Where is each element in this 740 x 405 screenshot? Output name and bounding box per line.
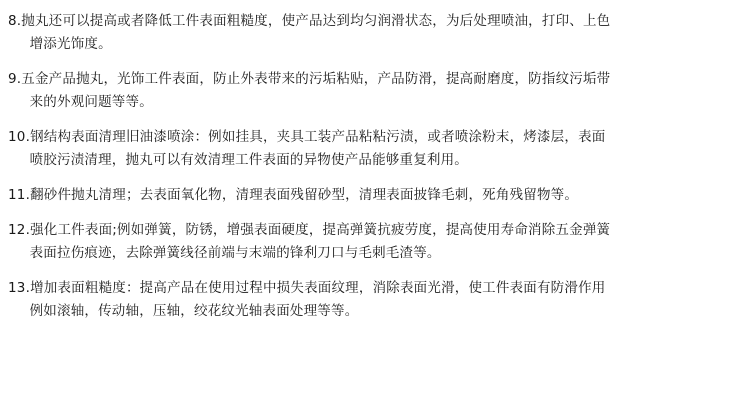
paragraph-12-line-1: 12.强化工件表面;例如弹簧，防锈，增强表面硬度，提高弹簧抗疲劳度，提高使用寿命消除五金弹簧 bbox=[8, 222, 611, 238]
paragraph-8-line-2: 增添光饰度。 bbox=[29, 36, 112, 52]
paragraph-9-line-2: 来的外观问题等等。 bbox=[29, 94, 153, 110]
paragraph-8 bbox=[8, 10, 718, 56]
paragraph-10-line-1: 10.钢结构表面清理旧油漆喷涂：例如挂具，夹具工装产品粘粘污渍，或者喷涂粉末，烤漆层，表面 bbox=[8, 129, 606, 145]
paragraph-8-line-1: 8.抛丸还可以提高或者降低工件表面粗糙度，使产品达到均匀润滑状态，为后处理喷油，打印、上色 bbox=[8, 13, 611, 29]
paragraph-13 bbox=[8, 277, 718, 323]
paragraph-10-line-2: 喷胶污渍清理，抛丸可以有效清理工件表面的异物使产品能够重复利用。 bbox=[29, 152, 468, 168]
paragraph-9 bbox=[8, 68, 718, 114]
paragraph-9-line-1: 9.五金产品抛丸，光饰工件表面，防止外表带来的污垢粘贴，产品防滑，提高耐磨度，防指纹污垢带 bbox=[8, 71, 611, 87]
paragraph-12 bbox=[8, 219, 718, 265]
paragraph-10 bbox=[8, 126, 718, 172]
paragraph-12-line-2: 表面拉伤痕迹，去除弹簧线径前端与末端的锋利刀口与毛刺毛渣等。 bbox=[29, 245, 441, 261]
paragraph-13-line-1: 13.增加表面粗糙度：提高产品在使用过程中损失表面纹理，消除表面光滑，使工件表面有防滑作用 bbox=[8, 280, 606, 296]
paragraph-13-line-2: 例如滚轴，传动轴，压轴，绞花纹光轴表面处理等等。 bbox=[29, 303, 359, 319]
paragraph-11-line-1: 11.翻砂件抛丸清理；去表面氧化物，清理表面残留砂型，清理表面披锋毛刺，死角残留物等。 bbox=[8, 187, 579, 203]
paragraph-11 bbox=[8, 184, 718, 207]
